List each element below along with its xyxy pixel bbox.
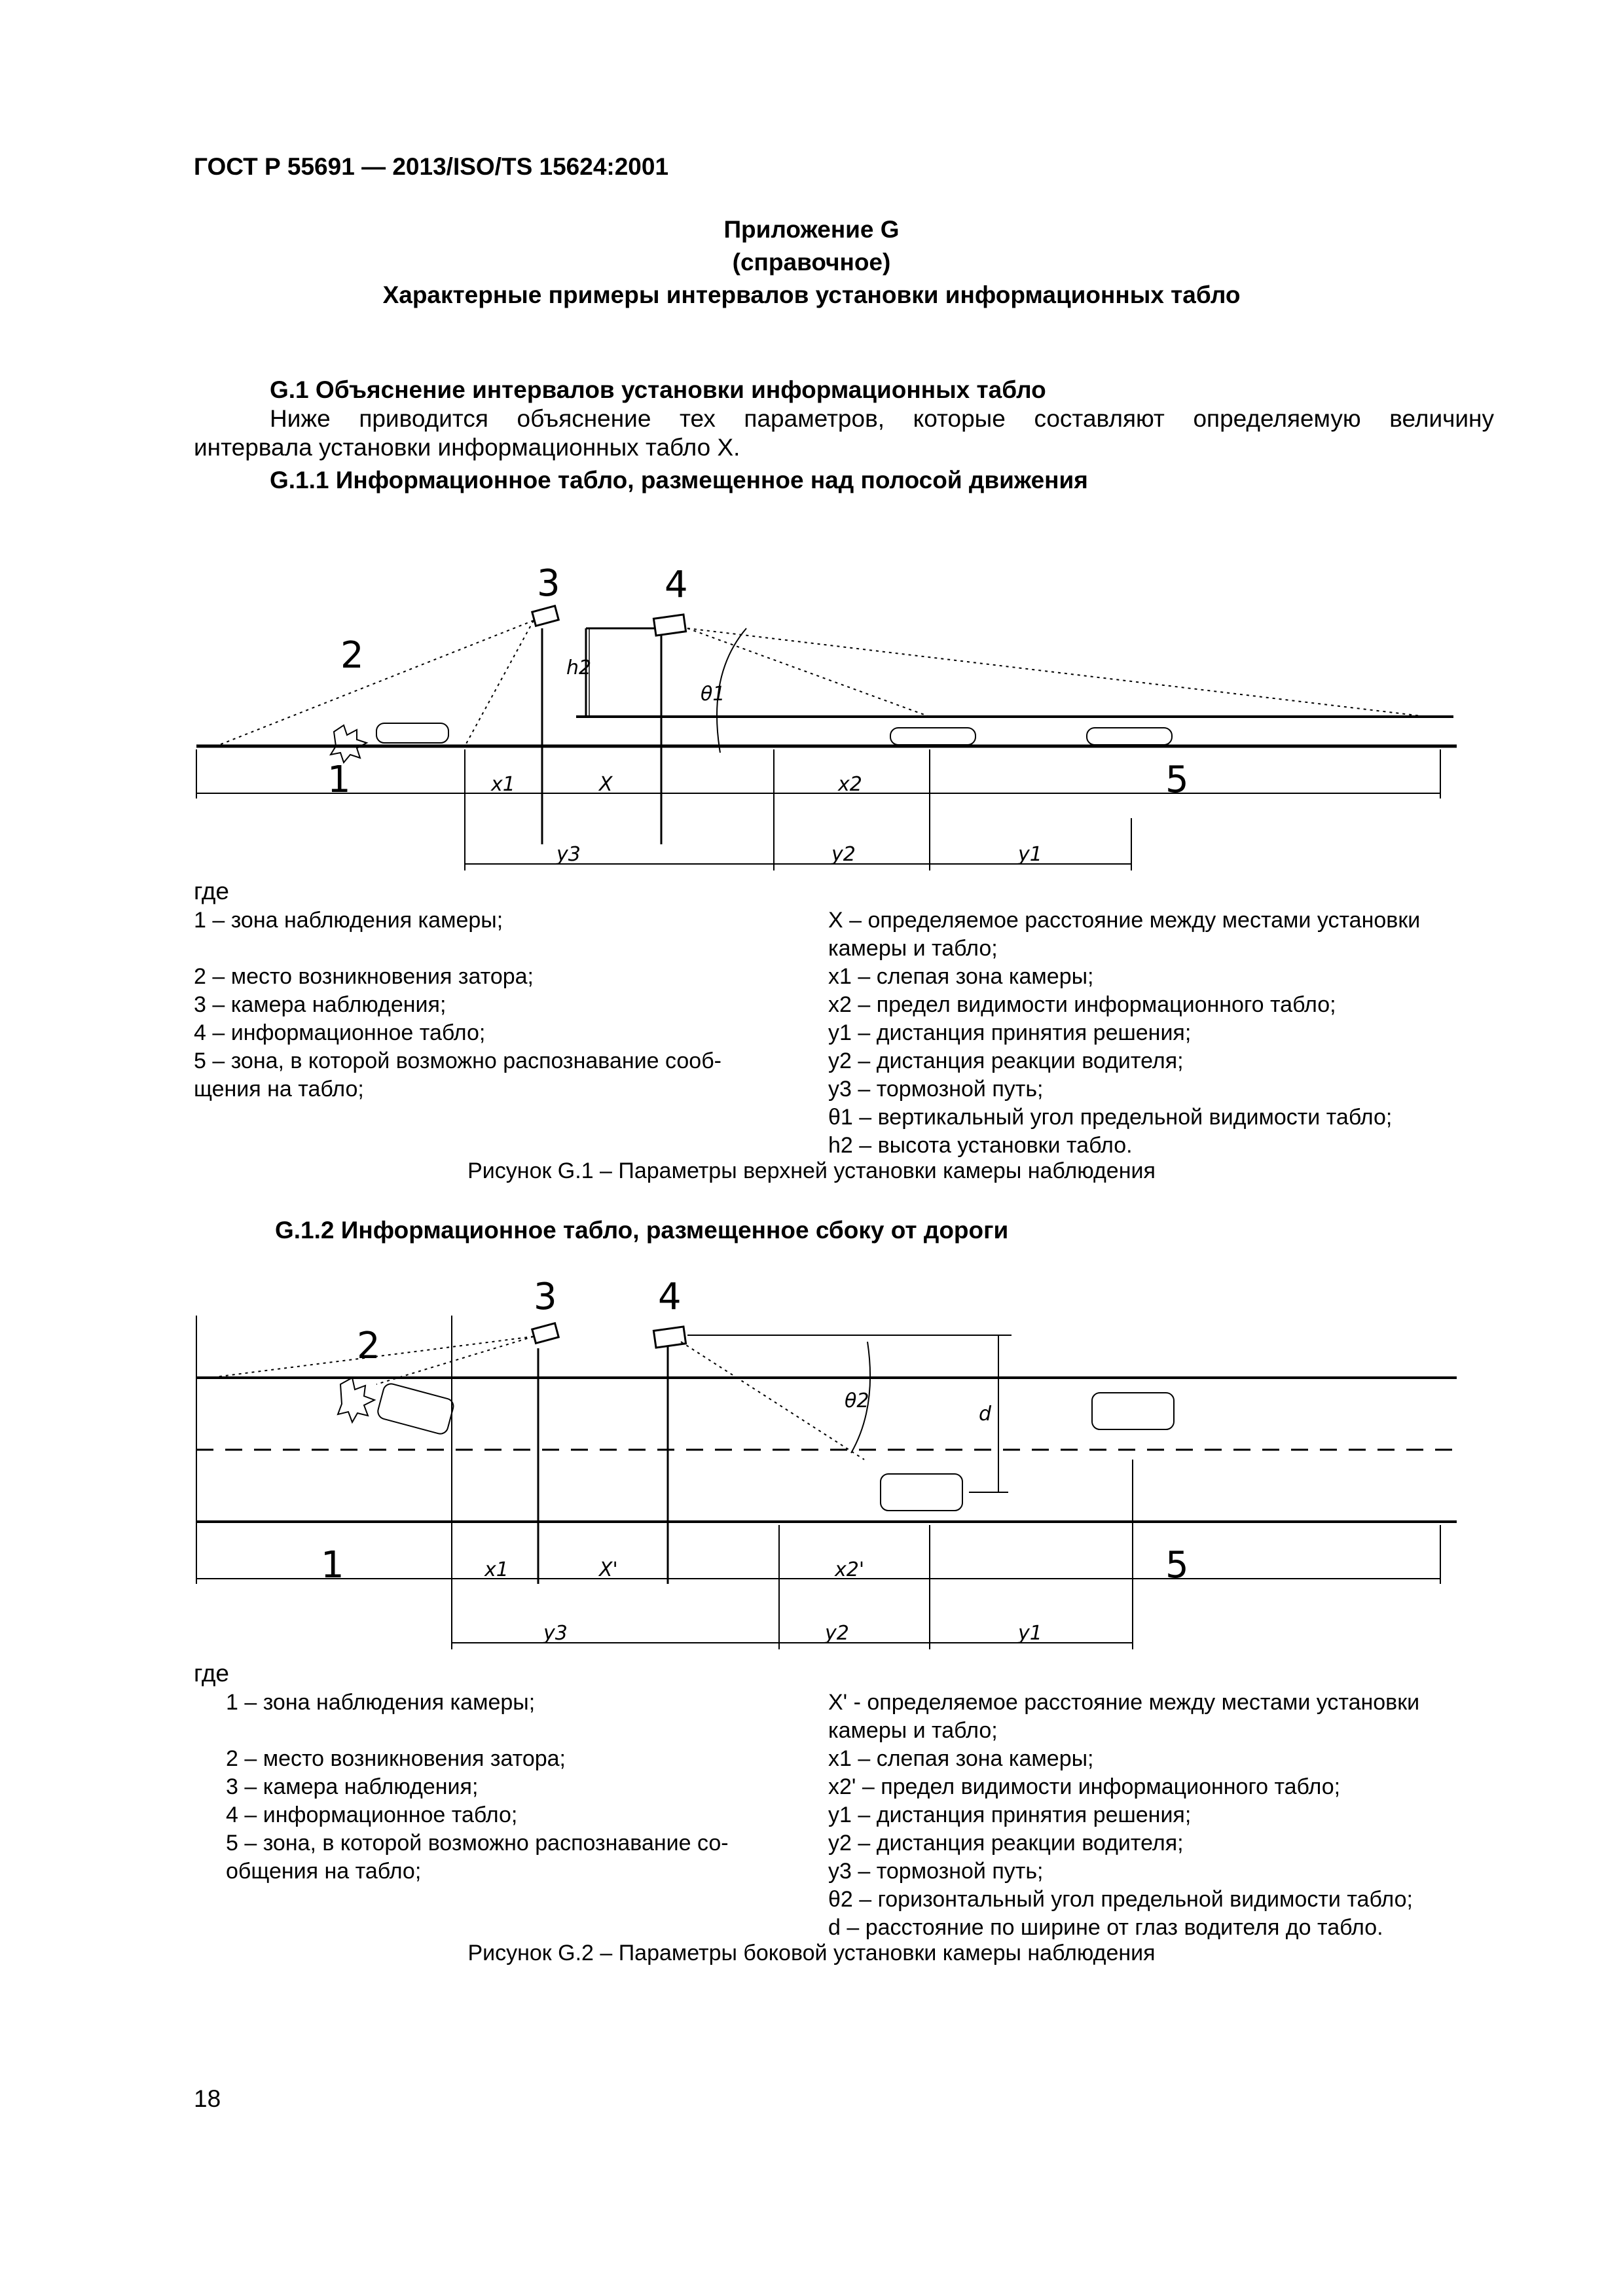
fig2-label-2: 2 (357, 1325, 380, 1367)
fig2-label-d: d (979, 1403, 992, 1426)
legend-item: X – определяемое расстояние между местами установки (828, 908, 1421, 933)
fig1-label-h2: h2 (566, 656, 592, 679)
fig2-label-y1: y1 (1018, 1622, 1042, 1645)
fig2-label-Xp: X' (599, 1558, 618, 1581)
info-sign-icon (653, 615, 685, 636)
fig1-legend-left (194, 906, 803, 1103)
fig1-label-y1: y1 (1018, 843, 1042, 866)
legend-item: общения на табло; (226, 1859, 422, 1884)
legend-item: θ2 – горизонтальный угол предельной видимости табло; (828, 1887, 1413, 1912)
legend-item: y2 – дистанция реакции водителя; (828, 1049, 1184, 1073)
figure-g1-caption: Рисунок G.1 – Параметры верхней установки камеры наблюдения (467, 1158, 1156, 1183)
legend-item: 1 – зона наблюдения камеры; (194, 908, 503, 933)
fig1-label-x2: x2 (838, 773, 862, 796)
fig1-label-5: 5 (1165, 759, 1189, 801)
section-g1-heading: G.1 Объяснение интервалов установки информационных табло (270, 376, 1046, 403)
fig2-label-x1: x1 (484, 1558, 509, 1581)
fig2-label-theta2: θ2 (845, 1390, 869, 1412)
fig1-label-y2: y2 (831, 843, 856, 866)
legend-item: 5 – зона, в которой возможно распознавание сооб- (194, 1049, 722, 1073)
legend-item: y3 – тормозной путь; (828, 1859, 1044, 1884)
legend-item: y1 – дистанция принятия решения; (828, 1803, 1192, 1827)
camera-icon (532, 1323, 558, 1344)
fig1-label-3: 3 (537, 562, 560, 605)
legend-item: d – расстояние по ширине от глаз водителя до табло. (828, 1915, 1383, 1940)
fig1-label-2: 2 (340, 634, 364, 677)
appendix-heading: Характерные примеры интервалов установки информационных табло (382, 281, 1241, 308)
legend-item: y2 – дистанция реакции водителя; (828, 1831, 1184, 1856)
legend-item: 3 – камера наблюдения; (226, 1774, 479, 1799)
legend-item: камеры и табло; (828, 1718, 998, 1743)
appendix-subtitle: (справочное) (732, 249, 891, 276)
car-2 (1092, 1393, 1174, 1429)
fig2-label-y2: y2 (825, 1622, 849, 1645)
fig2-label-x2p: x2' (835, 1558, 865, 1581)
section-g11-heading: G.1.1 Информационное табло, размещенное над полосой движения (270, 467, 1088, 493)
car-crashed (376, 1382, 455, 1436)
figure-g2-diagram (183, 1276, 1467, 1656)
fig2-label-1: 1 (321, 1544, 344, 1587)
figure-g1-diagram (183, 556, 1467, 897)
car-1 (881, 1474, 962, 1511)
section-g1-para-line2: интервала установки информационных табло X. (194, 434, 740, 461)
fig2-where: где (194, 1660, 230, 1687)
fig1-label-X: X (599, 773, 613, 796)
figure-g2-caption: Рисунок G.2 – Параметры боковой установки камеры наблюдения (467, 1941, 1156, 1965)
fig1-label-x1: x1 (491, 773, 515, 796)
legend-item: 5 – зона, в которой возможно распознавание со- (226, 1831, 729, 1856)
legend-item: 3 – камера наблюдения; (194, 992, 447, 1017)
legend-item: щения на табло; (194, 1077, 364, 1102)
fig2-label-4: 4 (658, 1276, 682, 1318)
legend-item: x2' – предел видимости информационного табло; (828, 1774, 1341, 1799)
legend-item: h2 – высота установки табло. (828, 1133, 1133, 1158)
legend-item: x1 – слепая зона камеры; (828, 1746, 1094, 1771)
legend-item: 4 – информационное табло; (226, 1803, 518, 1827)
document-header: ГОСТ Р 55691 — 2013/ISO/TS 15624:2001 (194, 153, 669, 180)
car-2 (1087, 728, 1172, 745)
legend-item: 2 – место возникновения затора; (226, 1746, 566, 1771)
legend-item: θ1 – вертикальный угол предельной видимости табло; (828, 1105, 1393, 1130)
legend-item: 2 – место возникновения затора; (194, 964, 534, 989)
camera-icon (532, 606, 558, 626)
page-number: 18 (194, 2085, 221, 2112)
car-jam (376, 723, 448, 743)
fig2-legend-right (828, 1689, 1496, 1942)
fig1-where: где (194, 878, 230, 905)
fig1-label-theta1: θ1 (701, 683, 725, 706)
legend-item: 4 – информационное табло; (194, 1020, 486, 1045)
fig2-legend-left (226, 1689, 802, 1886)
legend-item: x2 – предел видимости информационного табло; (828, 992, 1336, 1017)
fig1-label-y3: y3 (556, 843, 581, 866)
legend-item: камеры и табло; (828, 936, 998, 961)
legend-item: y3 – тормозной путь; (828, 1077, 1044, 1102)
section-g12-heading: G.1.2 Информационное табло, размещенное сбоку от дороги (275, 1217, 1009, 1244)
legend-item: y1 – дистанция принятия решения; (828, 1020, 1192, 1045)
fig1-legend-right (828, 906, 1496, 1160)
fig2-label-3: 3 (534, 1276, 557, 1318)
fig1-label-1: 1 (327, 759, 351, 801)
fig2-label-y3: y3 (543, 1622, 568, 1645)
fig1-label-4: 4 (665, 564, 688, 606)
car-1 (890, 728, 976, 745)
fig2-label-5: 5 (1165, 1544, 1189, 1587)
legend-item: 1 – зона наблюдения камеры; (226, 1690, 536, 1715)
section-g1-para-line1: Ниже приводится объяснение тех параметров, которые составляют определяемую величину (270, 405, 1494, 432)
legend-item: x1 – слепая зона камеры; (828, 964, 1094, 989)
legend-item: X' - определяемое расстояние между местами установки (828, 1690, 1420, 1715)
info-sign-icon (653, 1327, 685, 1348)
appendix-title: Приложение G (723, 216, 900, 243)
